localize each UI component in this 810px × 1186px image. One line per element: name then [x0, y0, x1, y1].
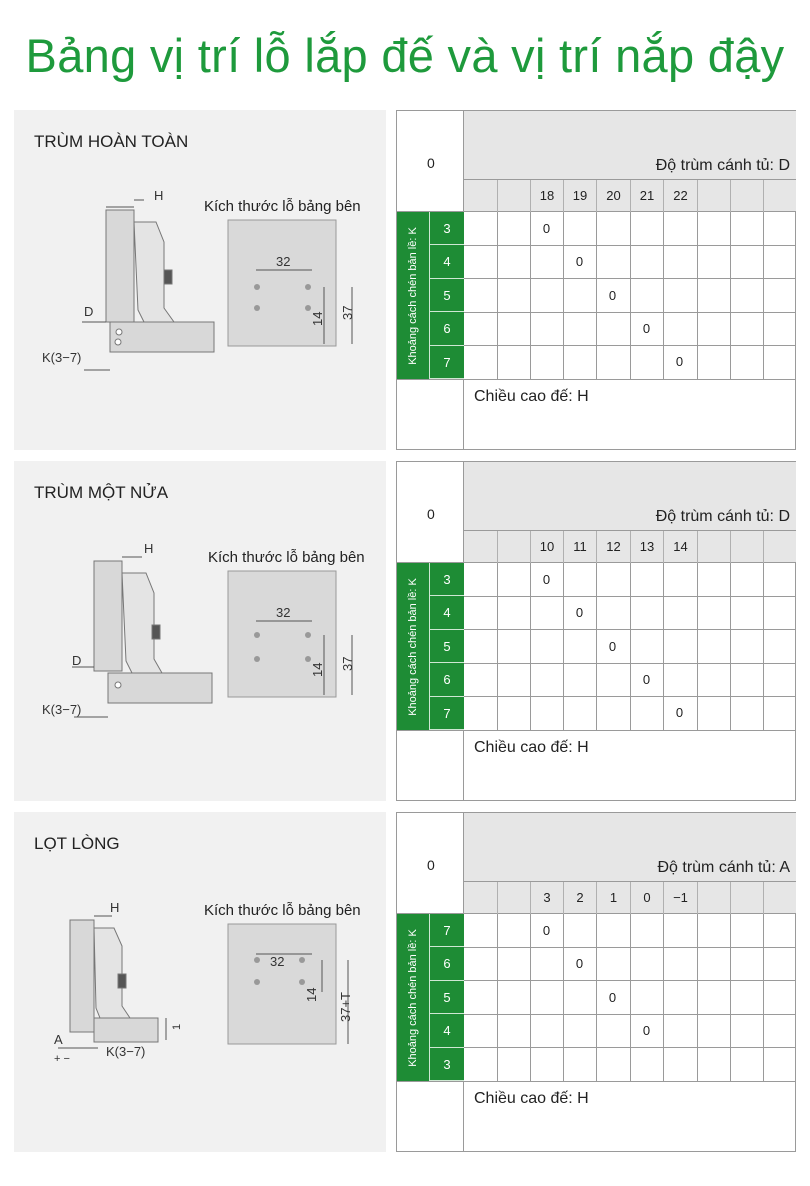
table-footer: [464, 379, 796, 450]
row-header: 6: [430, 663, 464, 696]
column-header-empty: [464, 180, 497, 212]
row-header: 7: [430, 346, 464, 379]
k-axis-label: Khoảng cách chén bản lề: K: [397, 914, 430, 1081]
column-header: 20: [596, 180, 630, 212]
table-header: [464, 813, 796, 881]
column-header-empty: [464, 882, 497, 914]
column-header: 2: [563, 882, 596, 914]
column-header-empty: [497, 180, 530, 212]
column-header-empty: [464, 531, 497, 563]
table-footer: [464, 1081, 796, 1152]
column-header-empty: [763, 531, 796, 563]
header-label: Độ trùm cánh tủ: D: [655, 508, 790, 525]
table-header: [464, 111, 796, 179]
row-header: 4: [430, 1014, 464, 1047]
table-footer: [464, 730, 796, 801]
footer-label: Chiều cao đế: H: [474, 739, 589, 756]
table-cell: 0: [608, 288, 617, 303]
diagram-panel: [14, 110, 386, 450]
dim-14: 14: [310, 311, 325, 326]
row-header: 3: [430, 212, 464, 245]
column-header-row: [464, 530, 796, 563]
dim-37: 37: [340, 656, 355, 671]
column-header: 3: [530, 882, 563, 914]
row-header: 7: [430, 697, 464, 730]
dim-37-t: 37+T: [338, 992, 353, 1022]
table-cell: 0: [642, 672, 651, 687]
column-header-empty: [697, 531, 730, 563]
table-footer-left: [397, 379, 464, 450]
column-header-empty: [730, 180, 763, 212]
dim-h: H: [110, 900, 120, 915]
row-header: 5: [430, 981, 464, 1014]
column-header: 1: [596, 882, 630, 914]
table-cell: 0: [642, 1023, 651, 1038]
table-cell: 0: [575, 254, 584, 269]
table-cell: 0: [542, 923, 551, 938]
table-grid: [464, 563, 796, 730]
page-title: Bảng vị trí lỗ lắp đế và vị trí nắp đậy: [25, 29, 785, 82]
column-header: 12: [596, 531, 630, 563]
table-cell: 0: [608, 990, 617, 1005]
side-panel-label: Kích thước lỗ bảng bên: [204, 198, 361, 215]
section-label: LỌT LÒNG: [34, 834, 120, 853]
table-corner: 0: [397, 111, 464, 212]
table-footer-left: [397, 730, 464, 801]
row-header: 6: [430, 947, 464, 980]
column-header-row: [464, 881, 796, 914]
table-cell: 0: [642, 321, 651, 336]
side-panel-label: Kích thước lỗ bảng bên: [208, 549, 365, 566]
footer-label: Chiều cao đế: H: [474, 388, 589, 405]
footer-label: Chiều cao đế: H: [474, 1090, 589, 1107]
column-header: −1: [663, 882, 697, 914]
column-header-empty: [497, 531, 530, 563]
column-header: 13: [630, 531, 663, 563]
column-header-empty: [697, 180, 730, 212]
hinge-diagram: [14, 110, 386, 450]
section-label: TRÙM MỘT NỬA: [34, 483, 169, 502]
column-header-row: [464, 179, 796, 212]
column-header: 14: [663, 531, 697, 563]
table-grid: [464, 914, 796, 1081]
table-cell: 0: [675, 705, 684, 720]
column-header: 0: [630, 882, 663, 914]
header-label: Độ trùm cánh tủ: D: [655, 157, 790, 174]
row-header: 4: [430, 245, 464, 278]
column-header: 11: [563, 531, 596, 563]
row-header: 3: [430, 1048, 464, 1081]
header-label: Độ trùm cánh tủ: A: [657, 859, 790, 876]
table-corner: 0: [397, 462, 464, 563]
column-header: 10: [530, 531, 563, 563]
row-header: 5: [430, 279, 464, 312]
column-header-empty: [763, 180, 796, 212]
column-header: 22: [663, 180, 697, 212]
diagram-panel: [14, 461, 386, 801]
k-axis-label: Khoảng cách chén bản lề: K: [397, 563, 430, 730]
row-header: 6: [430, 312, 464, 345]
dim-32: 32: [270, 954, 285, 969]
row-header: 7: [430, 914, 464, 947]
table-cell: 0: [575, 605, 584, 620]
table-corner: 0: [397, 813, 464, 914]
dim-a: A: [54, 1032, 63, 1047]
table-cell: 0: [575, 956, 584, 971]
dim-1: 1: [171, 1023, 183, 1030]
dim-d: D: [84, 304, 94, 319]
table-footer-left: [397, 1081, 464, 1152]
column-header: 18: [530, 180, 563, 212]
dim-k: K(3−7): [42, 702, 82, 717]
section-label: TRÙM HOÀN TOÀN: [34, 132, 189, 151]
column-header: 19: [563, 180, 596, 212]
dim-d: D: [72, 653, 82, 668]
dim-k: K(3−7): [106, 1044, 146, 1059]
dim-h: H: [154, 188, 164, 203]
column-header-empty: [730, 882, 763, 914]
column-header-empty: [697, 882, 730, 914]
table-cell: 0: [675, 354, 684, 369]
column-header: 21: [630, 180, 663, 212]
row-header: 5: [430, 630, 464, 663]
row-header: 4: [430, 596, 464, 629]
side-panel-label: Kích thước lỗ bảng bên: [204, 902, 361, 919]
column-header-empty: [497, 882, 530, 914]
k-axis-label: Khoảng cách chén bản lề: K: [397, 212, 430, 379]
column-header-empty: [763, 882, 796, 914]
table-cell: 0: [608, 639, 617, 654]
dim-37: 37: [340, 305, 355, 320]
dim-plus-minus: + −: [54, 1053, 70, 1065]
dim-k: K(3−7): [42, 350, 82, 365]
hinge-diagram: [14, 461, 386, 801]
table-cell: 0: [542, 572, 551, 587]
table-header: [464, 462, 796, 530]
position-table: [396, 110, 796, 450]
position-table: [396, 461, 796, 801]
row-header: 3: [430, 563, 464, 596]
column-header-empty: [730, 531, 763, 563]
hinge-diagram: [14, 812, 386, 1152]
table-grid: [464, 212, 796, 379]
table-cell: 0: [542, 221, 551, 236]
dim-14: 14: [304, 987, 319, 1002]
dim-14: 14: [310, 662, 325, 677]
dim-32: 32: [276, 605, 291, 620]
dim-32: 32: [276, 254, 291, 269]
position-table: [396, 812, 796, 1152]
dim-h: H: [144, 541, 154, 556]
diagram-panel: [14, 812, 386, 1152]
